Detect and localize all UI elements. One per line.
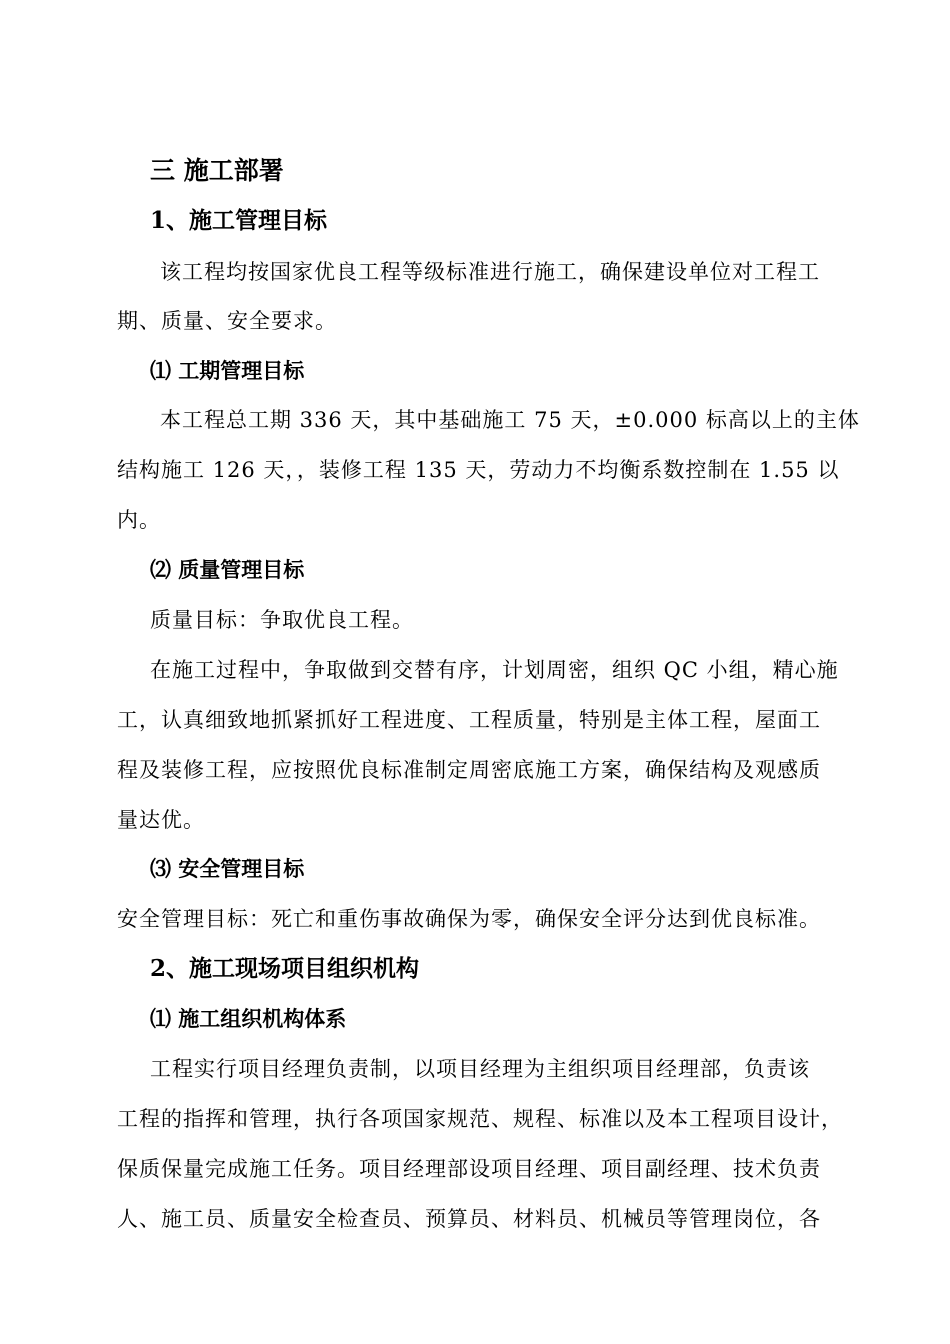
paragraph-line: 量达优。 — [117, 808, 205, 832]
subsubsection-title-organization: ⑴ 施工组织机构体系 — [150, 1006, 347, 1031]
paragraph-line: 程及装修工程，应按照优良标准制定周密底施工方案，确保结构及观感质 — [117, 758, 821, 782]
paragraph-line: 期、质量、安全要求。 — [117, 309, 337, 333]
paragraph-line: 工程实行项目经理负责制，以项目经理为主组织项目经理部，负责该 — [150, 1057, 810, 1081]
subsection-title-2: 2、施工现场项目组织机构 — [150, 955, 420, 982]
paragraph-line: 人、施工员、质量安全检查员、预算员、材料员、机械员等管理岗位，各 — [117, 1207, 821, 1231]
paragraph-line: 工程的指挥和管理，执行各项国家规范、规程、标准以及本工程项目设计， — [117, 1107, 843, 1131]
section-title: 三 施工部署 — [150, 156, 284, 185]
paragraph-line: 工，认真细致地抓紧抓好工程进度、工程质量，特别是主体工程，屋面工 — [117, 708, 821, 732]
paragraph-line: 质量目标：争取优良工程。 — [150, 608, 414, 632]
subsection-title-1: 1、施工管理目标 — [150, 207, 328, 234]
subsubsection-title-quality: ⑵ 质量管理目标 — [150, 557, 305, 582]
paragraph-line: 保质保量完成施工任务。项目经理部设项目经理、项目副经理、技术负责 — [117, 1157, 821, 1181]
paragraph-line: 该工程均按国家优良工程等级标准进行施工，确保建设单位对工程工 — [160, 260, 820, 284]
paragraph-line: 结构施工 126 天，，装修工程 135 天，劳动力不均衡系数控制在 1.55 以 — [117, 458, 840, 482]
subsubsection-title-safety: ⑶ 安全管理目标 — [150, 856, 305, 881]
paragraph-line: 内。 — [117, 508, 161, 532]
paragraph-line: 本工程总工期 336 天，其中基础施工 75 天，±0.000 标高以上的主体 — [160, 408, 860, 432]
subsubsection-title-schedule: ⑴ 工期管理目标 — [150, 358, 305, 383]
paragraph-line: 在施工过程中，争取做到交替有序，计划周密，组织 QC 小组，精心施 — [150, 658, 839, 682]
paragraph-line: 安全管理目标：死亡和重伤事故确保为零，确保安全评分达到优良标准。 — [117, 907, 821, 931]
